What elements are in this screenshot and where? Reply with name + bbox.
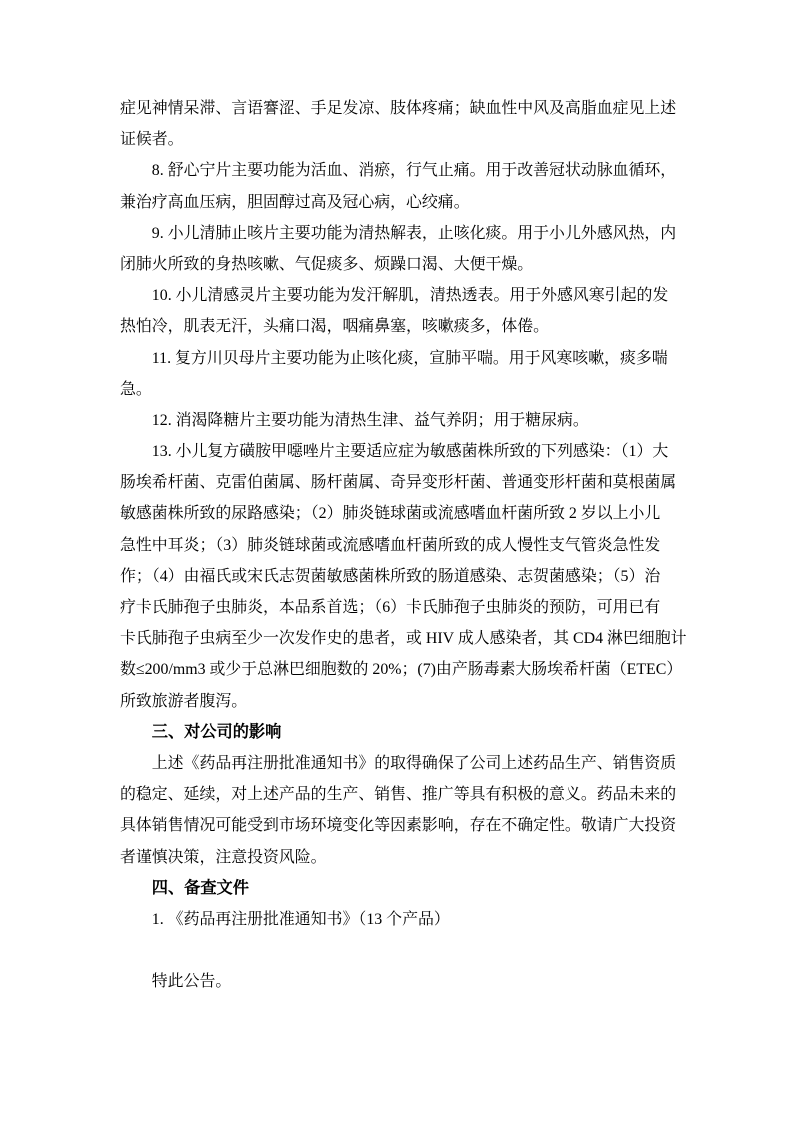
text-line: 具体销售情况可能受到市场环境变化等因素影响，存在不确定性。敬请广大投资 [120, 817, 677, 835]
text-line: 特此公告。 [151, 973, 232, 991]
text-line: 12. 消渴降糖片主要功能为清热生津、益气养阴；用于糖尿病。 [151, 411, 589, 429]
text-line: 13. 小儿复方磺胺甲噁唑片主要适应症为敏感菌株所致的下列感染：（1）大 [151, 443, 669, 461]
text-line: 卡氏肺孢子虫病至少一次发作史的患者，或 HIV 成人感染者，其 CD4 淋巴细胞计 [120, 630, 687, 648]
text-line: 兼治疗高血压病，胆固醇过高及冠心病，心绞痛。 [120, 193, 470, 211]
text-line: 闭肺火所致的身热咳嗽、气促痰多、烦躁口渴、大便干燥。 [120, 255, 534, 273]
blank-line [120, 935, 682, 966]
text-line: 10. 小儿清感灵片主要功能为发汗解肌，清热透表。用于外感风寒引起的发 [151, 287, 669, 305]
text-line: 敏感菌株所致的尿路感染；（2）肺炎链球菌或流感嗜血杆菌所致 2 岁以上小儿 [120, 505, 661, 523]
text-line: 疗卡氏肺孢子虫肺炎，本品系首选；（6）卡氏肺孢子虫肺炎的预防，可用已有 [120, 599, 661, 616]
document-text-block [120, 93, 687, 997]
text-line: 1. 《药品再注册批准通知书》（13 个产品） [151, 910, 450, 928]
text-line: 肠埃希杆菌、克雷伯菌属、肠杆菌属、奇异变形杆菌、普通变形杆菌和莫根菌属 [120, 474, 677, 492]
text-line: 9. 小儿清肺止咳片主要功能为清热解表，止咳化痰。用于小儿外感风热，内 [151, 224, 677, 242]
section-heading: 四、备查文件 [151, 878, 249, 897]
text-line: 的稳定、延续，对上述产品的生产、销售、推广等具有积极的意义。药品未来的 [120, 786, 677, 804]
text-line: 急性中耳炎；（3）肺炎链球菌或流感嗜血杆菌所致的成人慢性支气管炎急性发 [120, 536, 661, 554]
text-line: 所致旅游者腹泻。 [120, 692, 248, 710]
text-line: 证候者。 [120, 131, 184, 149]
text-line: 11. 复方川贝母片主要功能为止咳化痰，宣肺平喘。用于风寒咳嗽，痰多喘 [151, 349, 668, 367]
text-line: 热怕冷，肌表无汗，头痛口渴，咽痛鼻塞，咳嗽痰多，体倦。 [120, 318, 550, 336]
text-line: 急。 [120, 380, 152, 398]
text-line: 者谨慎决策，注意投资风险。 [120, 848, 327, 866]
section-heading: 三、对公司的影响 [151, 722, 282, 741]
text-line: 症见神情呆滞、言语謇涩、手足发凉、肢体疼痛；缺血性中风及高脂血症见上述 [120, 100, 677, 117]
text-line: 上述《药品再注册批准通知书》的取得确保了公司上述药品生产、销售资质 [151, 754, 677, 772]
text-line: 作；（4）由福氏或宋氏志贺菌敏感菌株所致的肠道感染、志贺菌感染；（5）治 [120, 567, 661, 585]
text-line: 数≤200/mm3 或少于总淋巴细胞数的 20%；(7)由产肠毒素大肠埃希杆菌（ETEC） [120, 661, 683, 679]
text-line: 8. 舒心宁片主要功能为活血、消瘀，行气止痛。用于改善冠状动脉血循环， [151, 162, 677, 180]
